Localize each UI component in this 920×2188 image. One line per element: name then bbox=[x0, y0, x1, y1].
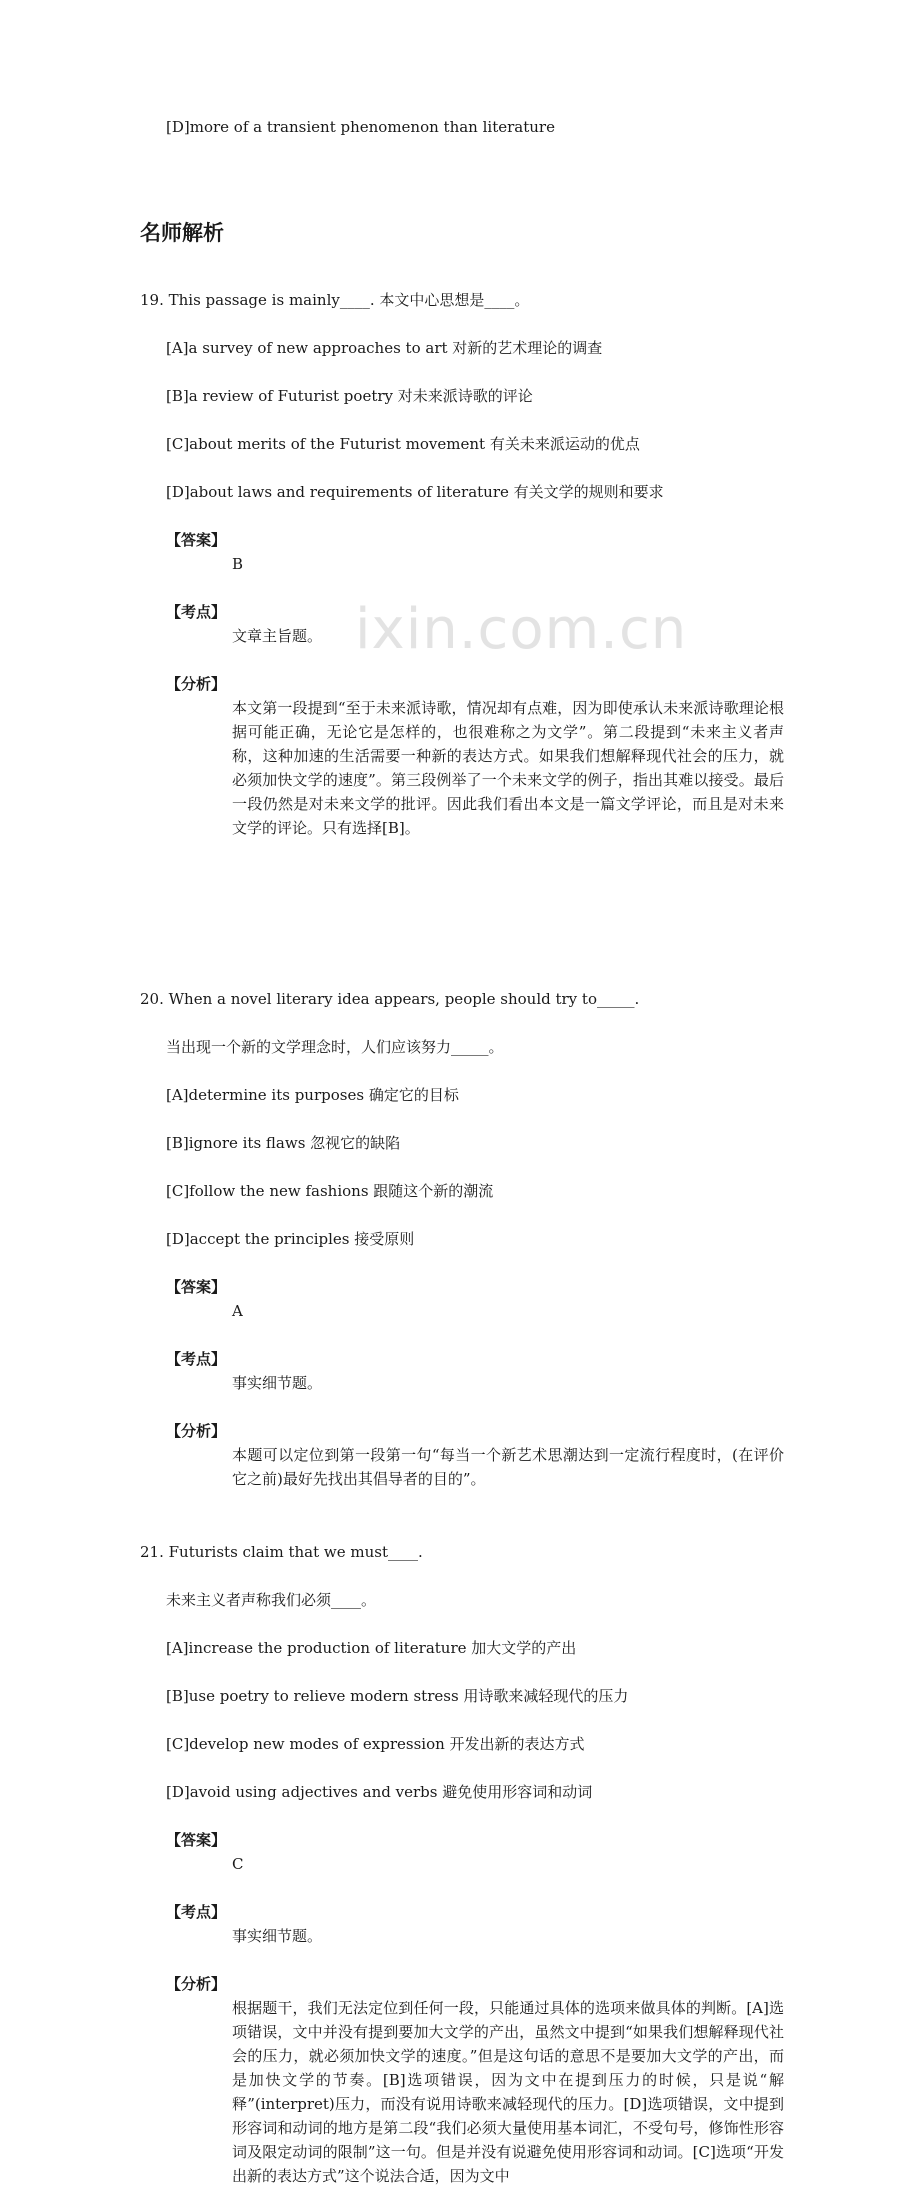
q20-option-d: [D]accept the principles 接受原则 bbox=[166, 1230, 415, 1248]
q19-point: 文章主旨题。 bbox=[232, 627, 323, 645]
q19-point-label: 【考点】 bbox=[166, 603, 227, 621]
q19-option-b: [B]a review of Futurist poetry 对未来派诗歌的评论 bbox=[166, 387, 533, 405]
q20-question: 20. When a novel literary idea appears, people should try to_____. bbox=[140, 990, 640, 1008]
q21-point: 事实细节题。 bbox=[232, 1927, 323, 1945]
q21-point-label: 【考点】 bbox=[166, 1903, 227, 1921]
q19-option-a: [A]a survey of new approaches to art 对新的艺术理论的调查 bbox=[166, 339, 603, 357]
q20-translation: 当出现一个新的文学理念时，人们应该努力_____。 bbox=[166, 1038, 504, 1056]
q21-answer: C bbox=[232, 1855, 244, 1873]
q20-option-a: [A]determine its purposes 确定它的目标 bbox=[166, 1086, 459, 1104]
q19-option-d: [D]about laws and requirements of literature 有关文学的规则和要求 bbox=[166, 483, 664, 501]
q21-option-a: [A]increase the production of literature 加大文学的产出 bbox=[166, 1639, 577, 1657]
q19-answer: B bbox=[232, 555, 244, 573]
top-option-d: [D]more of a transient phenomenon than literature bbox=[166, 118, 555, 136]
q21-analysis-label: 【分析】 bbox=[166, 1975, 227, 1993]
q19-answer-label: 【答案】 bbox=[166, 531, 227, 549]
watermark: ixin.com.cn bbox=[355, 597, 688, 662]
q21-option-b: [B]use poetry to relieve modern stress 用诗歌来减轻现代的压力 bbox=[166, 1687, 629, 1705]
q21-analysis: 根据题干，我们无法定位到任何一段，只能通过具体的选项来做具体的判断。[A]选项错误，文中并没有提到要加大文学的产出，虽然文中提到“如果我们想解释现代社会的压力，就必须加快文学的速度。”但是这句话的意思不是要加大文学的产出，而是加快文学的节奏。[B]选项错误，因为文中在提到压力的时候，只是说“解释”(interpret)压力，而没有说用诗歌来减轻现代的压力。[D]选项错误，文中提到形容词和动词的地方是第二段“我们必须大量使用基本词汇，不受句号，修饰性形容词及限定动词的限制”这一句。但是并没有说避免使用形容词和动词。[C]选项“开发出新的表达方式”这个说法合适，因为文中 bbox=[232, 1999, 784, 2185]
q20-answer: A bbox=[232, 1302, 243, 1320]
q20-option-c: [C]follow the new fashions 跟随这个新的潮流 bbox=[166, 1182, 494, 1200]
q20-analysis-label: 【分析】 bbox=[166, 1422, 227, 1440]
section-heading: 名师解析 bbox=[140, 221, 224, 245]
q19-option-c: [C]about merits of the Futurist movement 有关未来派运动的优点 bbox=[166, 435, 640, 453]
q20-answer-label: 【答案】 bbox=[166, 1278, 227, 1296]
q20-analysis: 本题可以定位到第一段第一句“每当一个新艺术思潮达到一定流行程度时，(在评价它之前)最好先找出其倡导者的目的”。 bbox=[232, 1446, 784, 1488]
q20-point-label: 【考点】 bbox=[166, 1350, 227, 1368]
q21-answer-label: 【答案】 bbox=[166, 1831, 227, 1849]
q19-analysis-label: 【分析】 bbox=[166, 675, 227, 693]
q20-option-b: [B]ignore its flaws 忽视它的缺陷 bbox=[166, 1134, 401, 1152]
q21-option-d: [D]avoid using adjectives and verbs 避免使用形容词和动词 bbox=[166, 1783, 593, 1801]
q19-question: 19. This passage is mainly____. 本文中心思想是____。 bbox=[140, 291, 530, 309]
q21-question: 21. Futurists claim that we must____. bbox=[140, 1543, 423, 1561]
q19-analysis: 本文第一段提到“至于未来派诗歌，情况却有点难，因为即使承认未来派诗歌理论根据可能正确，无论它是怎样的，也很难称之为文学”。第二段提到“未来主义者声称，这种加速的生活需要一种新的表达方式。如果我们想解释现代社会的压力，就必须加快文学的速度”。第三段例举了一个未来文学的例子，指出其难以接受。最后一段仍然是对未来文学的批评。因此我们看出本文是一篇文学评论，而且是对未来文学的评论。只有选择[B]。 bbox=[232, 699, 784, 837]
q20-point: 事实细节题。 bbox=[232, 1374, 323, 1392]
q21-translation: 未来主义者声称我们必须____。 bbox=[166, 1591, 377, 1609]
q21-option-c: [C]develop new modes of expression 开发出新的表达方式 bbox=[166, 1735, 585, 1753]
